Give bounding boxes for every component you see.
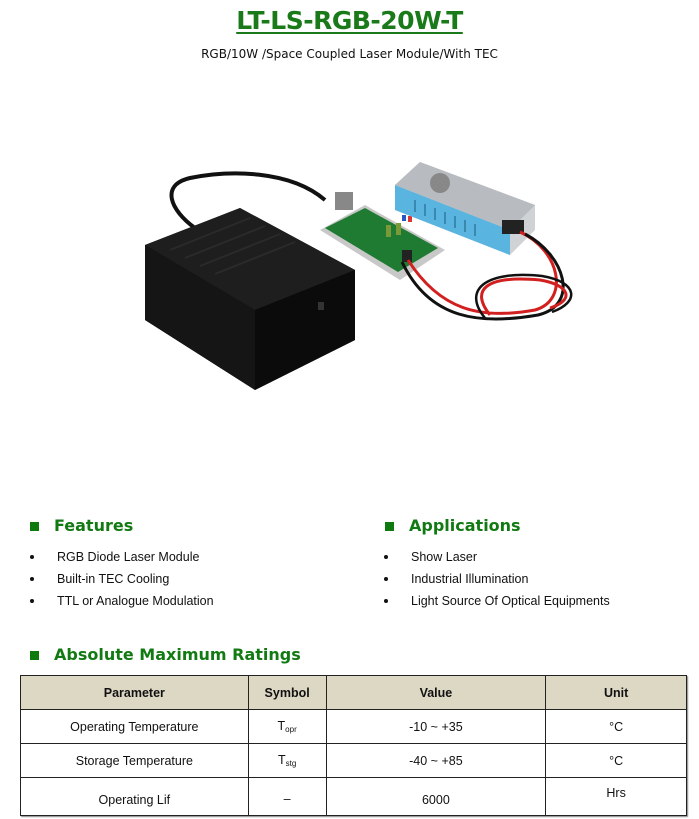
product-image bbox=[140, 150, 580, 400]
cell-symbol: $T_{stg}$ bbox=[248, 744, 326, 778]
table-row bbox=[21, 710, 687, 744]
list-item: Light Source Of Optical Equipments bbox=[382, 590, 610, 612]
cell-symbol: – bbox=[248, 778, 326, 816]
cell-value: 6000 bbox=[326, 778, 546, 816]
ratings-heading: Absolute Maximum Ratings bbox=[30, 645, 301, 664]
bullet-icon bbox=[30, 577, 34, 581]
column-header-value: Value bbox=[326, 676, 546, 710]
ratings-table bbox=[20, 675, 687, 816]
cell-parameter: Storage Temperature bbox=[21, 744, 249, 778]
cell-value: -10 ~ +35 bbox=[326, 710, 546, 744]
applications-heading: Applications bbox=[385, 516, 521, 535]
square-bullet-icon bbox=[385, 522, 394, 531]
cell-parameter: Operating Temperature bbox=[21, 710, 249, 744]
table-row bbox=[21, 778, 687, 816]
column-header-unit: Unit bbox=[546, 676, 687, 710]
cell-value: -40 ~ +85 bbox=[326, 744, 546, 778]
bullet-icon bbox=[384, 555, 388, 559]
list-item: Built-in TEC Cooling bbox=[28, 568, 214, 590]
page-title: LT-LS-RGB-20W-T bbox=[236, 6, 463, 35]
list-item: TTL or Analogue Modulation bbox=[28, 590, 214, 612]
square-bullet-icon bbox=[30, 522, 39, 531]
cell-unit: Hrs bbox=[546, 778, 687, 816]
table-header-row bbox=[21, 676, 687, 710]
page-subtitle: RGB/10W /Space Coupled Laser Module/With TEC bbox=[201, 47, 498, 61]
bullet-icon bbox=[30, 599, 34, 603]
list-item: RGB Diode Laser Module bbox=[28, 546, 214, 568]
table-row bbox=[21, 744, 687, 778]
square-bullet-icon bbox=[30, 651, 39, 660]
bullet-icon bbox=[30, 555, 34, 559]
applications-list bbox=[382, 546, 610, 612]
column-header-parameter: Parameter bbox=[21, 676, 249, 710]
cell-unit: °C bbox=[546, 710, 687, 744]
list-item: Industrial Illumination bbox=[382, 568, 610, 590]
bullet-icon bbox=[384, 577, 388, 581]
cell-symbol: $T_{opr}$ bbox=[248, 710, 326, 744]
features-heading: Features bbox=[30, 516, 133, 535]
cell-parameter: Operating Lif bbox=[21, 778, 249, 816]
bullet-icon bbox=[384, 599, 388, 603]
list-item: Show Laser bbox=[382, 546, 610, 568]
features-list bbox=[28, 546, 214, 612]
column-header-symbol: Symbol bbox=[248, 676, 326, 710]
cell-unit: °C bbox=[546, 744, 687, 778]
